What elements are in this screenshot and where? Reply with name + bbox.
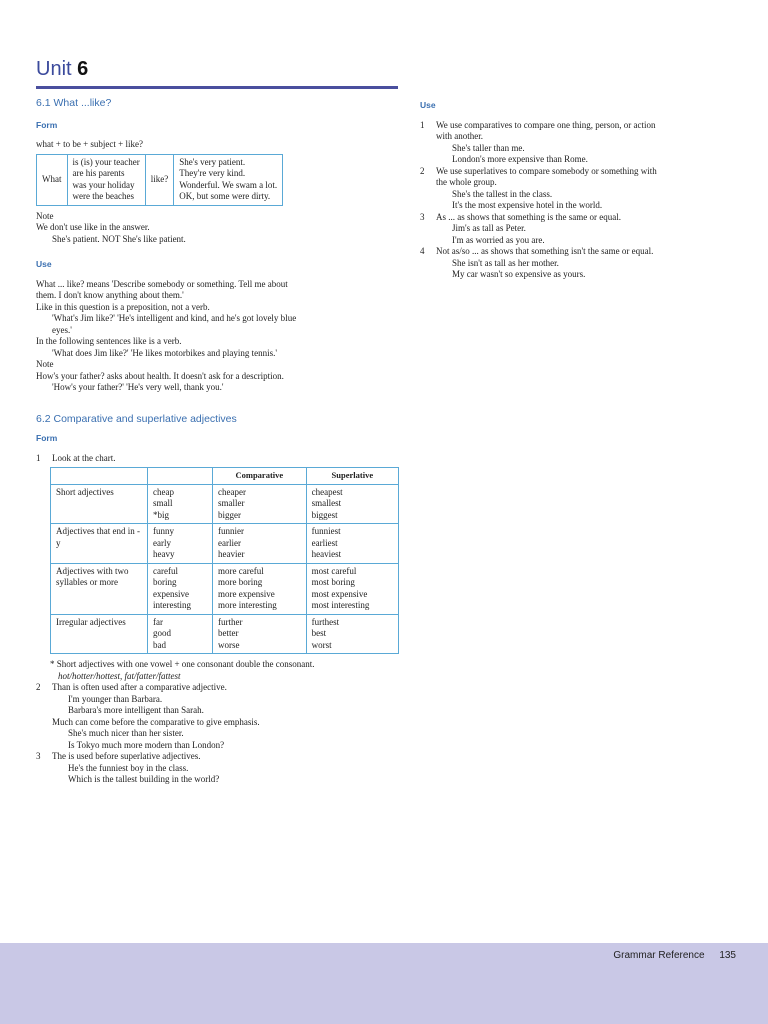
example-line: She's taller than me. [452,142,525,153]
answer-line: OK, but some were dirty. [179,191,271,201]
use-label: Use [36,259,52,269]
example-line: My car wasn't so expensive as yours. [452,269,586,279]
use-line: eyes.' [52,324,72,335]
answers-cell [174,154,283,205]
superlative-header: Superlative [306,468,398,485]
table-row [51,563,399,614]
adjective-type: Irregular adjectives [51,614,148,654]
item-2 [36,682,406,751]
example-line: She's the tallest in the class. [452,188,553,199]
note-label: Note [36,210,54,221]
item-3 [36,751,406,786]
form-label: Form [36,119,58,130]
title-rule [36,86,398,89]
left-column [36,98,406,786]
item-text: The is used before superlative adjectives. [52,751,201,761]
example-line: I'm as worried as you are. [452,234,545,245]
table-row [51,524,399,564]
item-number: 1 [36,452,41,463]
base-cell: far good bad [148,614,213,654]
adjective-type: Adjectives with two syllables or more [51,563,148,614]
example-line: It's the most expensive hotel in the world. [452,200,603,210]
base-cell: careful boring expensive interesting [148,563,213,614]
use-item-2: 2 We use superlatives to compare somebody or something with the whole group. She's the tallest in the class. It's the most expensive hotel in the world. [420,166,730,212]
table-row [51,484,399,524]
subject-line: were the beaches [72,191,134,201]
example-line: Is Tokyo much more modern than London? [68,739,225,750]
use-item-4: 4 Not as/so ... as shows that something isn't the same or equal. She isn't as tall as her mother. My car wasn't so expensive as yours. [420,246,730,281]
base-cell: cheap small *big [148,484,213,524]
example-line: Jim's as tall as Peter. [452,223,526,233]
answer-line: They're very kind. [179,168,246,178]
use-item-1: 1 We use comparatives to compare one thing, person, or action with another. She's taller than me. London's more expensive than Rome. [420,120,730,166]
form-formula: what + to be + subject + like? [36,139,143,149]
item-text: We use comparatives to compare one thing, person, or action [436,119,656,130]
item-1 [36,453,406,465]
use-line: 'What's Jim like?' 'He's intelligent and kind, and he's got lovely blue [52,313,297,323]
footnote-example: hot/hotter/hottest, fat/fatter/fattest [58,670,181,681]
example-line: I'm younger than Barbara. [68,693,163,704]
form-label-2: Form [36,433,58,443]
unit-number: 6 [77,58,89,80]
superlative-cell: funniest earliest heaviest [306,524,398,564]
use-item-3: 3 As ... as shows that something is the same or equal. Jim's as tall as Peter. I'm as worried as you are. [420,212,730,247]
section-6-2-heading: 6.2 Comparative and superlative adjectives [36,412,237,425]
adjectives-chart [50,467,399,654]
subject-line: is (is) your teacher [72,156,140,167]
section-6-1-heading: 6.1 What ...like? [36,97,112,109]
adjective-type: Short adjectives [51,484,148,524]
example-line: Barbara's more intelligent than Sarah. [68,705,204,715]
comparative-cell: more careful more boring more expensive more interesting [213,563,307,614]
item-number: 2 [36,682,41,692]
use-line: 'What does Jim like?' 'He likes motorbikes and playing tennis.' [52,347,277,358]
item-number: 3 [36,751,41,761]
use-line: How's your father? asks about health. It doesn't ask for a description. [36,370,284,381]
use-line: In the following sentences like is a verb. [36,336,182,346]
example-line: He's the funniest boy in the class. [68,762,189,773]
unit-title [36,58,88,81]
unit-word: Unit [36,58,72,80]
use-line: 'How's your father?' 'He's very well, thank you.' [52,382,224,392]
example-line: Which is the tallest building in the world? [68,774,220,784]
comparative-header: Comparative [213,468,307,485]
footer-label [613,950,736,961]
item-text: Not as/so ... as shows that something isn't the same or equal. [436,246,654,256]
example-line: She isn't as tall as her mother. [452,257,559,268]
note-example: She's patient. NOT She's like patient. [52,233,186,244]
page-number: 135 [719,950,736,961]
item-text: As ... as shows that something is the same or equal. [436,211,621,222]
subject-line: was your holiday [72,179,135,190]
table-row [51,614,399,654]
right-column [420,98,730,281]
item-text: the whole group. [436,177,497,187]
subject-line: are his parents [72,168,125,178]
item-text: with another. [436,131,483,141]
adjective-type: Adjectives that end in -y [51,524,148,564]
superlative-cell: most careful most boring most expensive most interesting [306,563,398,614]
use-line: Like in this question is a preposition, not a verb. [36,301,210,312]
use-line: Note [36,359,54,369]
note-text: We don't use like in the answer. [36,222,150,232]
superlative-cell: cheapest smallest biggest [306,484,398,524]
answer-line: She's very patient. [179,156,246,167]
answer-line: Wonderful. We swam a lot. [179,179,278,190]
subject-cell [67,154,145,205]
item-text: Much can come before the comparative to give emphasis. [52,716,260,727]
footer-section-name: Grammar Reference [613,950,705,961]
comparative-cell: cheaper smaller bigger [213,484,307,524]
use-line: them. I don't know anything about them.' [36,290,184,300]
superlative-cell: furthest best worst [306,614,398,654]
like-cell: like? [145,154,174,205]
comparative-cell: funnier earlier heavier [213,524,307,564]
example-line: London's more expensive than Rome. [452,154,588,164]
example-line: She's much nicer than her sister. [68,728,184,738]
base-cell: funny early heavy [148,524,213,564]
use-label-right: Use [420,100,436,110]
comparative-cell: further better worse [213,614,307,654]
footnote: * Short adjectives with one vowel + one consonant double the consonant. [50,659,315,669]
what-cell: What [37,154,68,205]
what-like-table [36,154,283,206]
use-line: What ... like? means 'Describe somebody or something. Tell me about [36,278,288,289]
item-text: Than is often used after a comparative adjective. [52,682,227,692]
item-text: We use superlatives to compare somebody or something with [436,165,657,176]
item-text: Look at the chart. [52,452,116,463]
